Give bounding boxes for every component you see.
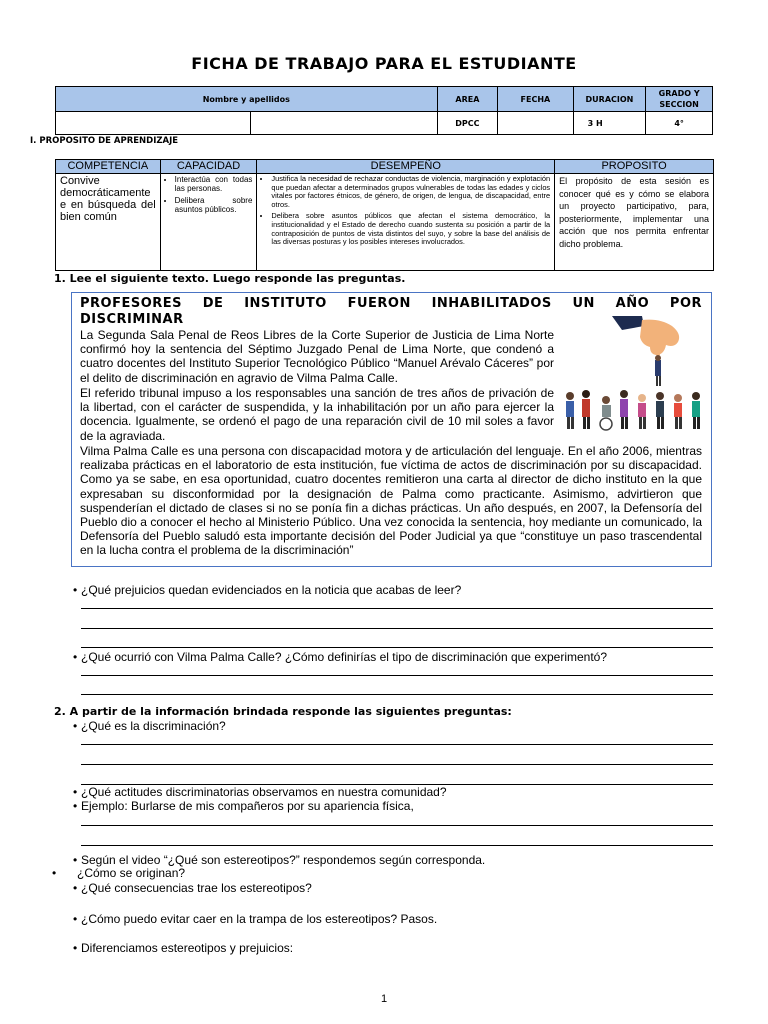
- question-item: [73, 650, 607, 664]
- question-item: [73, 583, 461, 597]
- col-competencia: COMPETENCIA: [56, 160, 161, 174]
- header-name: Nombre y apellidos: [56, 87, 438, 112]
- article-paragraph: El referido tribunal impuso a los responsables una sanción de tres años de privación de la libertad, con el carácter de suspendida, y la inhabilitación por un año para ejercer la docencia. Igualmente, se ordenó el pago de una reparación civil de 10 mil soles a favor de la agraviada.: [80, 386, 554, 443]
- value-fecha: [498, 112, 573, 135]
- question-text: ¿Qué actitudes discriminatorias observamos en nuestra comunidad?: [81, 785, 447, 799]
- instruction-2: 2. A partir de la información brindada responde las siguientes preguntas:: [54, 705, 512, 718]
- desempeno-item: • Justifica la necesidad de rechazar conductas de violencia, marginación y explotación que puedan afectar a determinados grupos vulnerables de todas las edades y ciclos vitales por factores étnicos, de género, de origen, de lengua, de discapacidad, entre otros.: [271, 175, 550, 209]
- value-grado: 4°: [646, 112, 713, 135]
- question-text: Ejemplo: Burlarse de mis compañeros por su apariencia física,: [81, 799, 414, 813]
- answer-line[interactable]: [81, 764, 713, 765]
- answer-line[interactable]: [81, 825, 713, 826]
- question-text: ¿Qué consecuencias trae los estereotipos?: [81, 881, 312, 895]
- page-title: FICHA DE TRABAJO PARA EL ESTUDIANTE: [191, 54, 577, 73]
- header-area: AREA: [437, 87, 498, 112]
- question-text: Diferenciamos estereotipos y prejuicios:: [81, 941, 294, 955]
- answer-line[interactable]: [81, 628, 713, 629]
- question-item: [73, 853, 485, 867]
- question-text: Según el video “¿Qué son estereotipos?” respondemos según corresponda.: [81, 853, 486, 867]
- capacidad-list: [165, 175, 253, 214]
- value-duracion: 3 H: [573, 112, 646, 135]
- bullet-icon: •: [73, 799, 78, 813]
- question-item: [73, 941, 293, 955]
- capacidad-item: • Interactúa con todas las personas.: [175, 175, 253, 193]
- proposito-text: El propósito de esta sesión es conocer qué es y cómo se elabora un proyecto participativo, para, posteriormente, implementar una acción que nos permita enfrentar dicho problema.: [555, 174, 714, 271]
- name-field-left: [56, 112, 251, 134]
- instruction-1: 1. Lee el siguiente texto. Luego responde las preguntas.: [54, 272, 406, 285]
- article-paragraph: Vilma Palma Calle es una persona con discapacidad motora y de articulación del lenguaje. En el año 2006, mientras realizaba prácticas en el laboratorio de esta institución, fue víctima de actos de discriminación por su discapacidad. Como ya se sabe, en esa oportunidad, cuatro docentes remitieron una carta al director de dicho instituto en la que expresaban su disconformidad por la designación de Palma como practicante. Asimismo, advirtieron que suspenderían el dictado de clases si no se ponía fin a dichas prácticas. Un año después, en 2007, la Defensoría del Pueblo dio a conocer el hecho al Ministerio Público. Una vez conocida la sentencia, hoy mediante un comunicado, la Defensoría del Pueblo saludó esta importante decisión del Poder Judicial ya que “constituye un paso trascendental en la lucha contra el problema de la discriminación”: [80, 444, 702, 558]
- answer-line[interactable]: [81, 608, 713, 609]
- desempeno-item: • Delibera sobre asuntos públicos que afectan el sistema democrático, la institucionalidad y el Estado de derecho cuando sustenta su posición a partir de la contraposición de puntos de vista distintos del suyo, y sobre la base del análisis de las diversas posturas y los posibles intereses involucrados.: [271, 212, 550, 246]
- question-item: [52, 866, 185, 880]
- bullet-icon: •: [73, 912, 78, 926]
- question-item: [73, 719, 226, 733]
- answer-line[interactable]: [81, 744, 713, 745]
- question-text: ¿Cómo se originan?: [77, 866, 186, 880]
- article-title-cont: DISCRIMINAR: [80, 312, 184, 327]
- answer-line[interactable]: [81, 694, 713, 695]
- question-item: [73, 881, 312, 895]
- question-text: ¿Qué es la discriminación?: [81, 719, 226, 733]
- answer-line[interactable]: [81, 845, 713, 846]
- question-item: [73, 785, 447, 799]
- question-item: [73, 799, 414, 813]
- capacidad-item: • Delibera sobre asuntos públicos.: [175, 196, 253, 214]
- header-grado: GRADO Y SECCION: [646, 87, 713, 112]
- question-text: ¿Qué prejuicios quedan evidenciados en la noticia que acabas de leer?: [81, 583, 462, 597]
- question-text: ¿Qué ocurrió con Vilma Palma Calle? ¿Cómo definirías el tipo de discriminación que experimentó?: [81, 650, 608, 664]
- name-field-right: [251, 112, 437, 134]
- bullet-icon: •: [73, 719, 78, 733]
- bullet-icon: •: [73, 650, 78, 664]
- col-proposito: PROPOSITO: [555, 160, 714, 174]
- col-desempeno: DESEMPEÑO: [257, 160, 555, 174]
- article-paragraph: La Segunda Sala Penal de Reos Libres de la Corte Superior de Justicia de Lima Norte confirmó hoy la sentencia del Séptimo Juzgado Penal de Lima Norte, que condenó a cuatro docentes del Instituto Superior Tecnológico Público “Manuel Arévalo Cáceres” por el delito de discriminación en agravio de Vilma Palma Calle.: [80, 328, 554, 385]
- article-title: PROFESORES DE INSTITUTO FUERON INHABILITADOS UN AÑO POR: [80, 296, 702, 311]
- competency-table: [55, 159, 714, 271]
- bullet-icon: •: [73, 785, 78, 799]
- answer-line[interactable]: [81, 647, 713, 648]
- bullet-icon: •: [73, 853, 78, 867]
- discrimination-illustration: [562, 316, 708, 434]
- student-info-table: [55, 86, 713, 135]
- value-area: DPCC: [437, 112, 498, 135]
- competencia-text: Convive democráticamente e en búsqueda del bien común: [56, 174, 161, 271]
- answer-line[interactable]: [81, 675, 713, 676]
- desempeno-list: [261, 175, 550, 247]
- col-capacidad: CAPACIDAD: [160, 160, 257, 174]
- header-duracion: DURACION: [573, 87, 646, 112]
- bullet-icon: •: [52, 866, 57, 880]
- bullet-icon: •: [73, 941, 78, 955]
- bullet-icon: •: [73, 583, 78, 597]
- question-item: [73, 912, 437, 926]
- bullet-icon: •: [73, 881, 78, 895]
- question-text: ¿Cómo puedo evitar caer en la trampa de los estereotipos? Pasos.: [81, 912, 438, 926]
- section-heading: I. PROPOSITO DE APRENDIZAJE: [30, 136, 179, 146]
- page-number: 1: [380, 993, 388, 1005]
- header-fecha: FECHA: [498, 87, 573, 112]
